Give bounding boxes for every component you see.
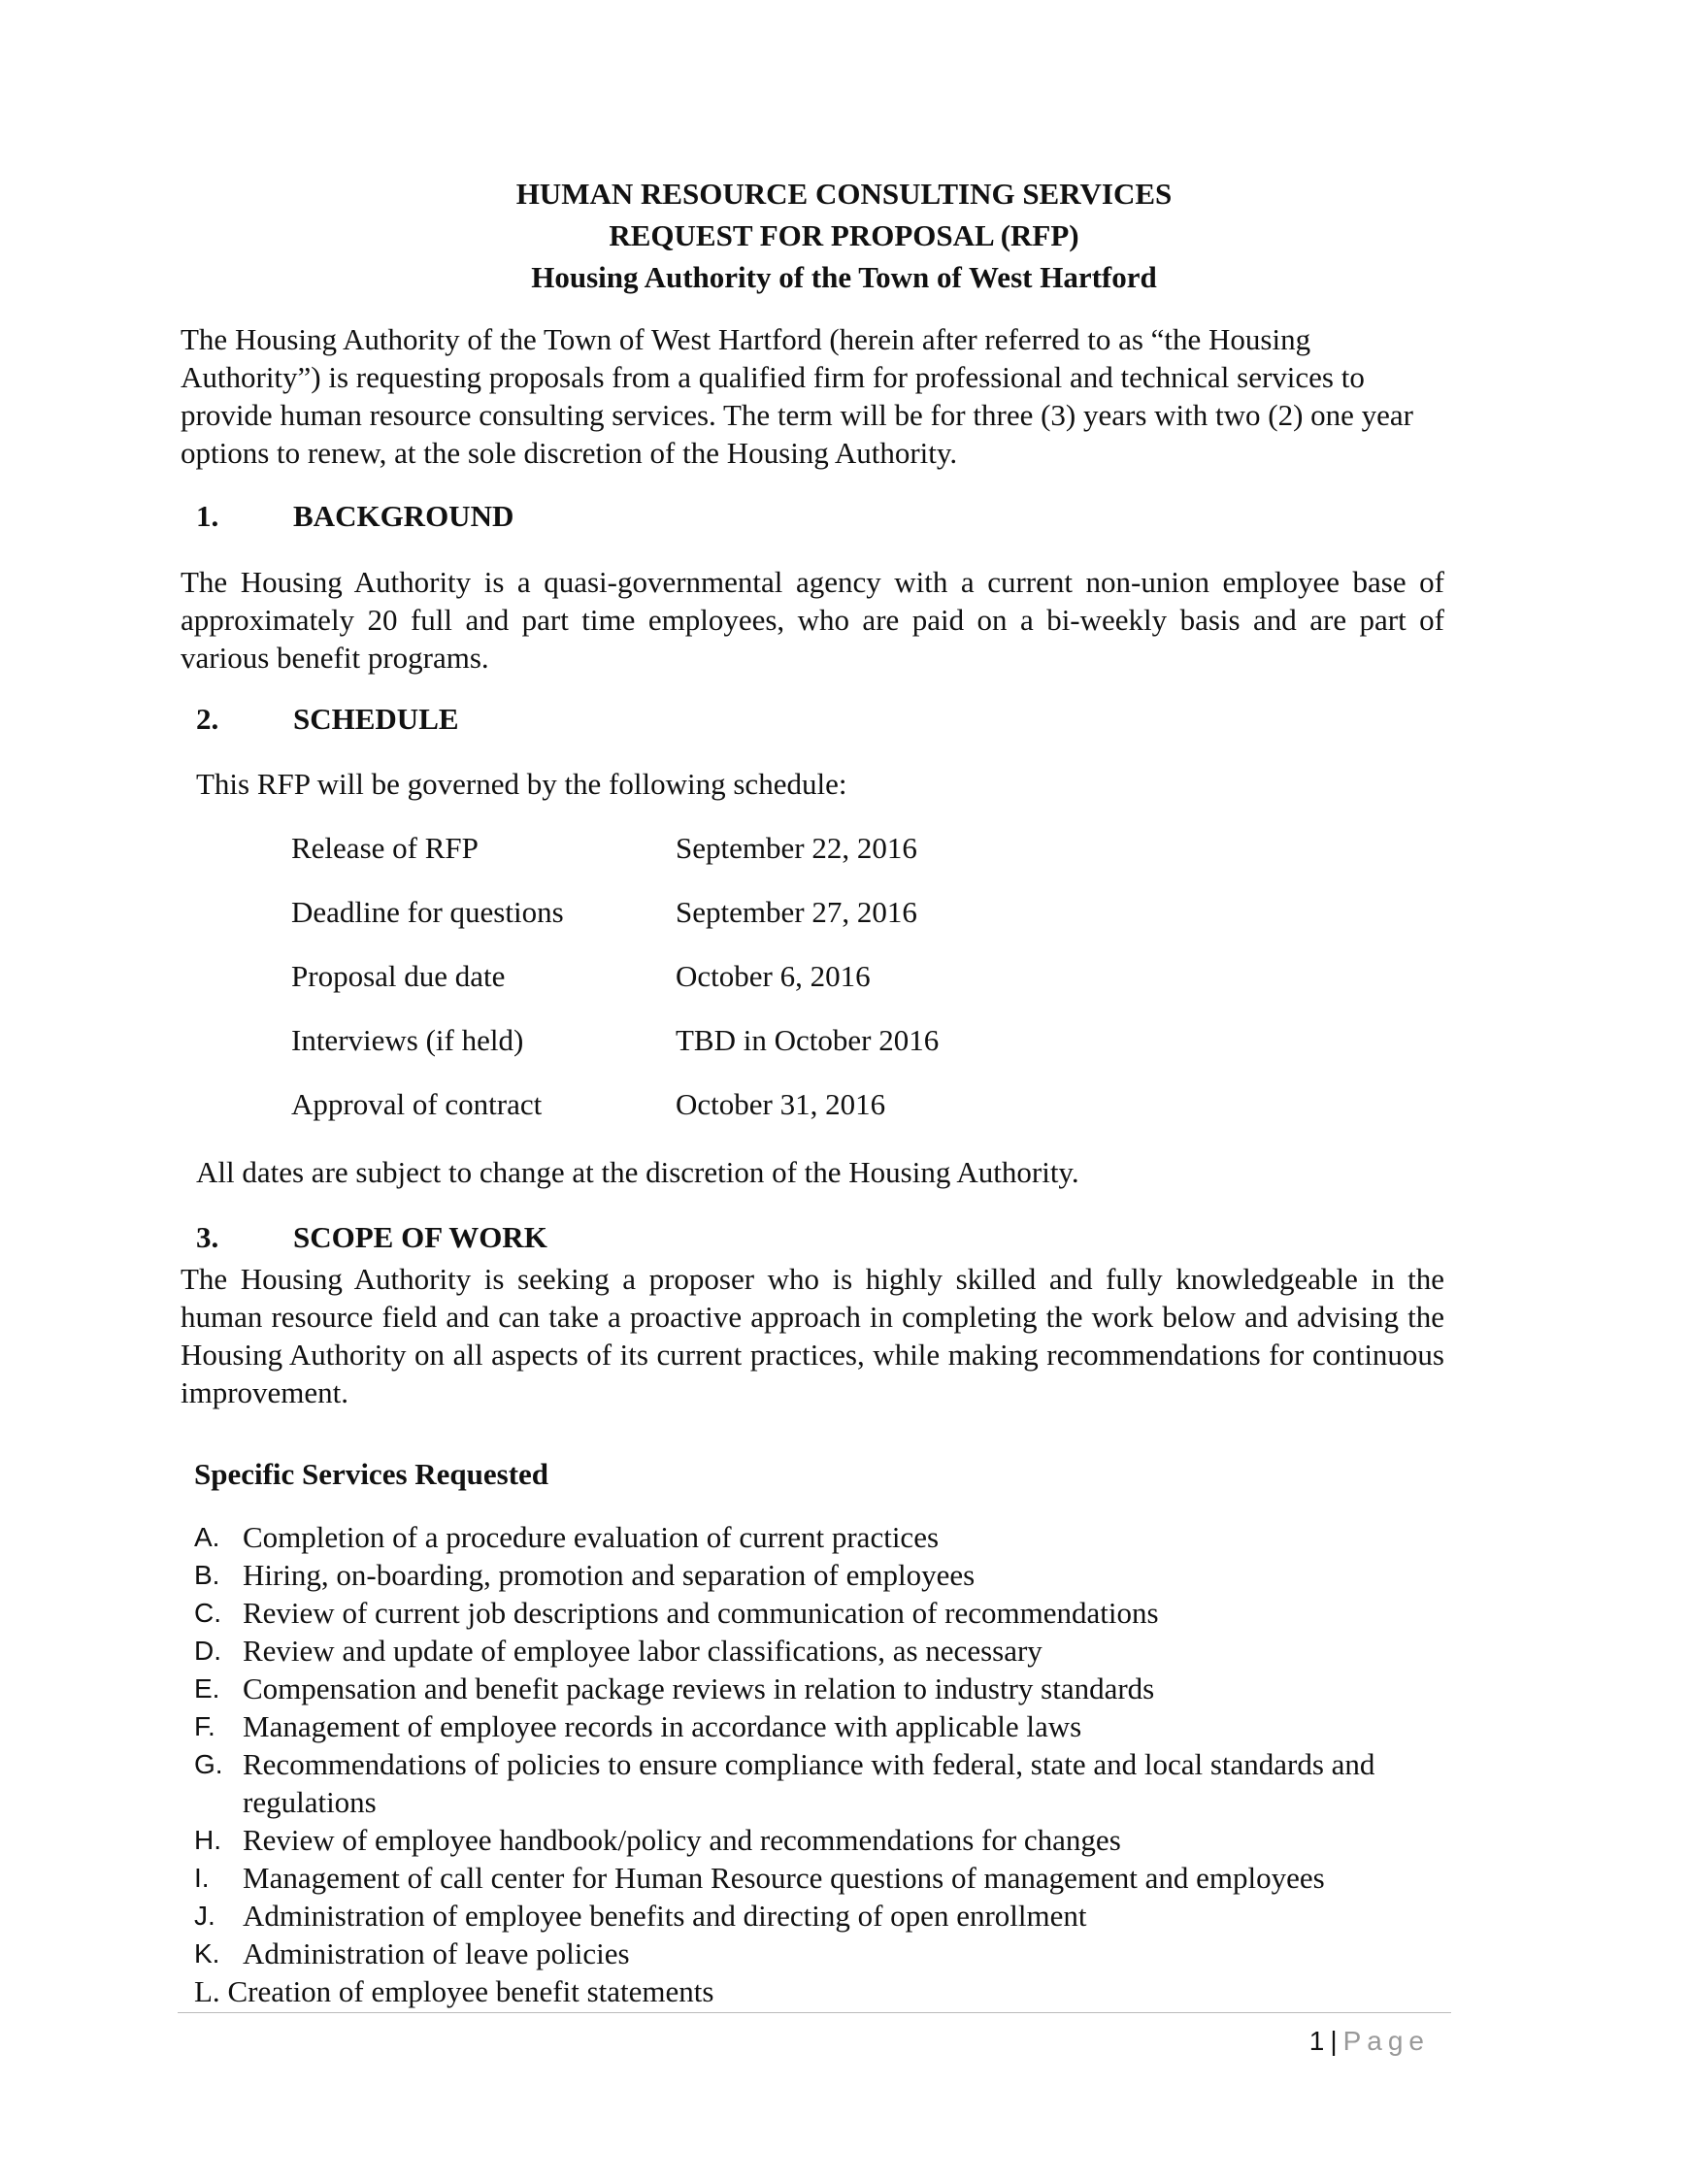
schedule-event: Release of RFP [291, 831, 479, 865]
section-heading-background [196, 497, 513, 536]
service-item [194, 1821, 1456, 1859]
schedule-date: October 31, 2016 [676, 1087, 886, 1121]
service-letter: H. [194, 1825, 221, 1855]
schedule-event: Proposal due date [291, 959, 506, 993]
services-heading: Specific Services Requested [194, 1457, 549, 1491]
service-text: Completion of a procedure evaluation of current practices [243, 1520, 940, 1554]
service-text: Review of employee handbook/policy and recommendations for changes [243, 1823, 1121, 1857]
service-text: Review and update of employee labor classifications, as necessary [243, 1634, 1043, 1668]
service-text: Management of employee records in accordance with applicable laws [243, 1709, 1082, 1743]
service-item [194, 1556, 1456, 1594]
scope-paragraph: The Housing Authority is seeking a proposer who is highly skilled and fully knowledgeable in the human resource field and can take a proactive approach in completing the work below and advising the Housing Authority on all aspects of its current practices, while making recommendations for continuous improvement. [181, 1262, 1444, 1409]
schedule-date: October 6, 2016 [676, 959, 871, 993]
service-item [194, 1897, 1456, 1935]
service-letter: L. [194, 1974, 220, 2008]
service-letter: K. [194, 1938, 220, 1969]
schedule-event: Deadline for questions [291, 895, 564, 929]
service-item [194, 1935, 1456, 1972]
service-text: Administration of leave policies [243, 1936, 630, 1970]
service-text: Hiring, on-boarding, promotion and separation of employees [243, 1558, 976, 1592]
service-item [194, 1745, 1456, 1821]
service-letter: C. [194, 1598, 221, 1628]
service-letter: J. [194, 1901, 215, 1931]
schedule-date: September 22, 2016 [676, 831, 917, 865]
service-item [194, 1518, 1456, 1556]
page-separator: | [1330, 2026, 1338, 2056]
service-letter: A. [194, 1522, 220, 1552]
title-line-2: REQUEST FOR PROPOSAL (RFP) [609, 218, 1079, 252]
service-text: Creation of employee benefit statements [227, 1974, 714, 2008]
section-title: SCHEDULE [293, 702, 459, 736]
service-text: Review of current job descriptions and communication of recommendations [243, 1596, 1159, 1630]
service-text: Compensation and benefit package reviews in relation to industry standards [243, 1671, 1155, 1705]
schedule-date: September 27, 2016 [676, 895, 917, 929]
service-letter: D. [194, 1636, 221, 1666]
title-line-3: Housing Authority of the Town of West Hartford [531, 260, 1157, 294]
section-title: SCOPE OF WORK [293, 1220, 547, 1254]
section-title: BACKGROUND [293, 499, 514, 533]
schedule-event: Interviews (if held) [291, 1023, 524, 1057]
service-item [194, 1632, 1456, 1670]
service-letter: I. [194, 1863, 210, 1893]
service-item [194, 1859, 1456, 1897]
page-footer [1309, 2024, 1430, 2059]
intro-paragraph: The Housing Authority of the Town of West Hartford (herein after referred to as “the Housing Authority”) is requesting proposals from a qualified firm for professional and technical services to provide human resource consulting services. The term will be for three (3) years with two (2) one year options to renew, at the sole discretion of the Housing Authority. [181, 322, 1414, 470]
service-letter: B. [194, 1560, 220, 1590]
service-text: Management of call center for Human Resource questions of management and employees [243, 1861, 1325, 1895]
section-number: 1. [196, 499, 219, 533]
service-item [194, 1707, 1456, 1745]
section-heading-scope [196, 1218, 547, 1257]
service-text: Administration of employee benefits and directing of open enrollment [243, 1899, 1087, 1933]
service-letter: E. [194, 1673, 220, 1704]
schedule-event: Approval of contract [291, 1087, 543, 1121]
service-text: Recommendations of policies to ensure compliance with federal, state and local standards and regulations [243, 1747, 1375, 1819]
background-paragraph: The Housing Authority is a quasi-governmental agency with a current non-union employee base of approximately 20 full and part time employees, who are paid on a bi-weekly basis and are part of various benefit programs. [181, 565, 1444, 675]
schedule-date: TBD in October 2016 [676, 1023, 940, 1057]
service-letter: F. [194, 1711, 215, 1741]
service-item [194, 1670, 1456, 1707]
title-line-1: HUMAN RESOURCE CONSULTING SERVICES [515, 177, 1173, 211]
page-label: Page [1342, 2026, 1430, 2056]
section-heading-schedule [196, 700, 459, 739]
service-item [194, 1972, 1456, 2010]
document-title [0, 173, 1688, 298]
schedule-intro: This RFP will be governed by the following schedule: [196, 767, 847, 801]
services-list [194, 1518, 1456, 2010]
service-letter: G. [194, 1749, 223, 1779]
section-number: 2. [196, 702, 219, 736]
section-number: 3. [196, 1220, 219, 1254]
service-item [194, 1594, 1456, 1632]
page-number: 1 [1308, 2026, 1325, 2056]
footer-divider [178, 2012, 1451, 2013]
schedule-note: All dates are subject to change at the discretion of the Housing Authority. [196, 1155, 1079, 1189]
